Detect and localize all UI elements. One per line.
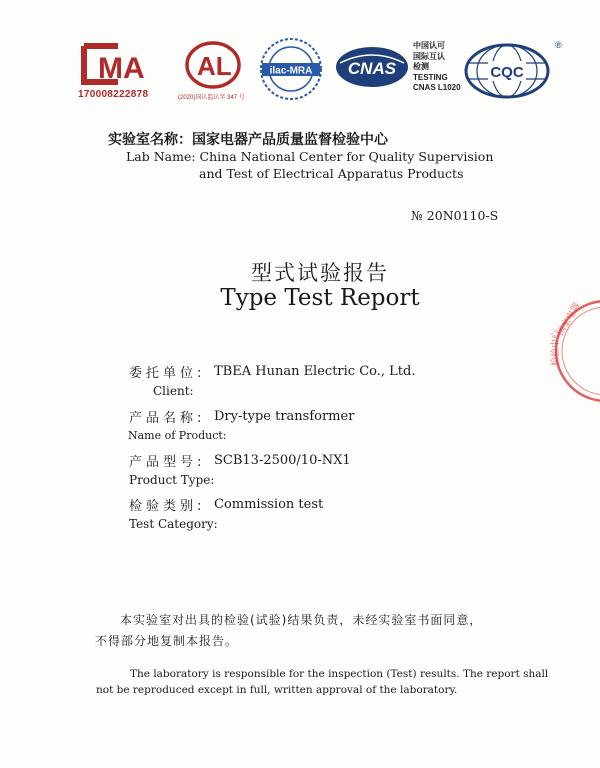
cqc-logo xyxy=(464,43,550,99)
cnas-logo xyxy=(334,45,410,89)
product-name-label-en: Name of Product: xyxy=(128,429,227,442)
cqc-logo-letters: CQC xyxy=(490,64,524,81)
lab-seal-stamp xyxy=(548,296,600,406)
client-label-cn: 委托单位: xyxy=(129,366,206,381)
cnas-line: CNAS L1020 xyxy=(413,83,461,92)
ilac-mra-logo xyxy=(258,36,324,102)
svg-text:检验中心: 检验中心 xyxy=(551,329,561,366)
product-name-label-cn: 产品名称: xyxy=(129,411,206,426)
product-type-label-cn: 产品型号: xyxy=(129,455,206,470)
cnas-line: TESTING xyxy=(413,72,448,82)
registered-mark: ® xyxy=(555,40,562,50)
cma-logo-letters: MA xyxy=(98,52,145,85)
test-category-label-en: Test Category: xyxy=(129,517,218,531)
test-category-value: Commission test xyxy=(214,497,324,512)
lab-name-english-line1: Lab Name: China National Center for Quality Supervision xyxy=(126,149,494,164)
report-title-english: Type Test Report xyxy=(220,285,420,311)
cnas-line: 中国认可 xyxy=(413,41,445,50)
lab-name-chinese: 实验室名称：国家电器产品质量监督检验中心 xyxy=(108,132,388,148)
report-number: № 20N0110-S xyxy=(411,208,499,223)
product-type-value: SCB13-2500/10-NX1 xyxy=(214,453,351,468)
client-label-en: Client: xyxy=(153,384,194,398)
svg-text:国家电器: 国家电器 xyxy=(555,301,583,338)
cnas-logo-text: CNAS xyxy=(347,59,397,78)
client-value: TBEA Hunan Electric Co., Ltd. xyxy=(214,364,416,379)
cnas-line: 国际互认 xyxy=(413,51,445,61)
product-name-value: Dry-type transformer xyxy=(214,409,355,424)
ilac-logo-text: ilac-MRA xyxy=(269,65,313,77)
cnas-line: 检测 xyxy=(413,62,429,71)
disclaimer-chinese-line2: 不得部分地复制本报告。 xyxy=(95,634,239,648)
lab-name-english-line2: and Test of Electrical Apparatus Products xyxy=(199,166,464,181)
cnas-accreditation-text xyxy=(413,41,461,94)
cma-certificate-number: 170008222878 xyxy=(78,89,149,100)
disclaimer-chinese-line1: 本实验室对出具的检验(试验)结果负责，未经实验室书面同意， xyxy=(120,613,483,627)
test-category-label-cn: 检验类别: xyxy=(129,499,206,514)
cal-logo xyxy=(184,40,242,90)
cma-certificate-note: (2020)国认监认字 347 号 xyxy=(178,95,245,101)
disclaimer-english-line1: The laboratory is responsible for the inspection (Test) results. The report shall xyxy=(130,668,549,680)
report-title-chinese: 型式试验报告 xyxy=(251,261,389,285)
product-type-label-en: Product Type: xyxy=(129,473,215,487)
cal-logo-letters: AL xyxy=(197,51,232,81)
disclaimer-english-line2: not be reproduced except in full, written approval of the laboratory. xyxy=(96,684,458,696)
